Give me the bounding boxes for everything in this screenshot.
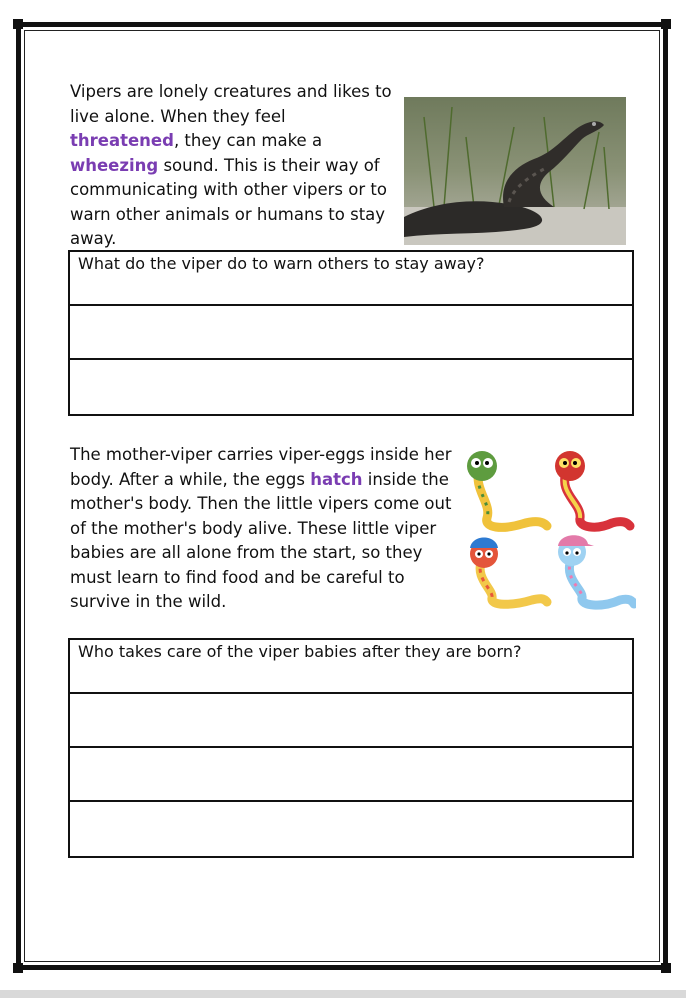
page-bottom-strip [0,990,686,998]
cartoon-snakes-icon [462,448,636,614]
question-row: Who takes care of the viper babies after they are born? [70,640,632,694]
answer-table-1 [68,250,634,416]
highlight-word: wheezing [70,155,159,175]
answer-line[interactable] [70,694,632,748]
answer-line[interactable] [70,360,632,414]
highlight-word: threatened [70,131,174,150]
highlight-word: hatch [310,469,363,489]
viper-photo-icon [404,97,626,245]
answer-line[interactable] [70,802,632,856]
paragraph-viper-babies: The mother-viper carries viper-eggs inside her body. After a while, the eggs hatch inside the mother's body. Then the little vipers come out of the mother's body alive. These little viper babies are all alone from the start, so they must learn to find food and be careful to survive in the wild. [70,445,452,611]
answer-line[interactable] [70,306,632,360]
question-row: What do the viper do to warn others to stay away? [70,252,632,306]
paragraph-vipers-alone: Vipers are lonely creatures and likes to live alone. When they feel threatened, they can make a wheezing sound. This is their way of communicating with other vipers or to warn other animals or humans to stay away. [70,82,392,248]
answer-table-2 [68,638,634,858]
answer-line[interactable] [70,748,632,802]
